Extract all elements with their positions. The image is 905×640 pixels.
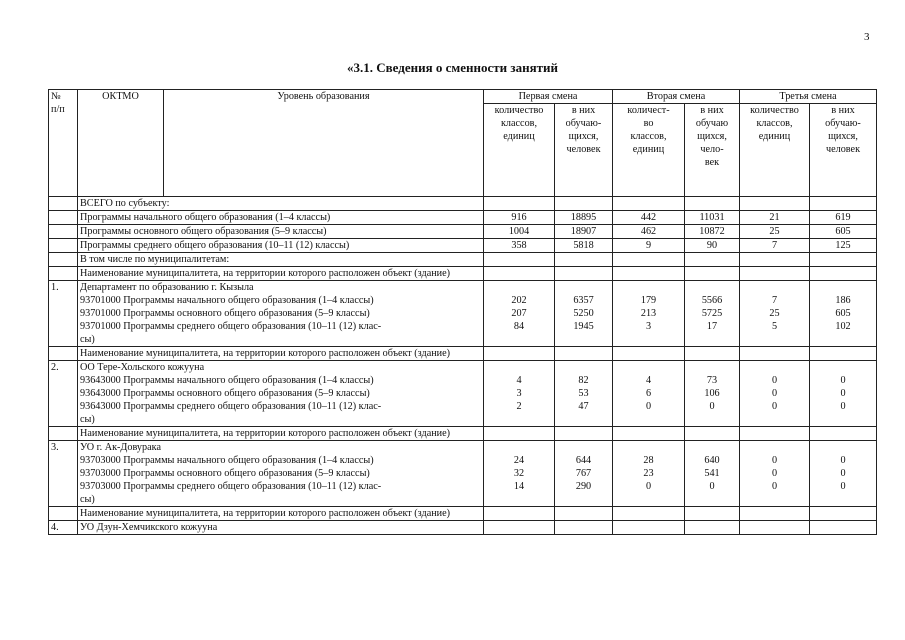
section-label-row [49, 267, 877, 281]
row-number: 2. [49, 361, 78, 427]
empty-cell [484, 267, 555, 281]
value: 4 [645, 375, 652, 386]
spacer [557, 281, 610, 294]
spacer [557, 441, 610, 454]
empty-cell [484, 507, 555, 521]
total-value: 1004 [484, 225, 555, 239]
total-value: 9 [613, 239, 685, 253]
value: 25 [769, 308, 780, 319]
value-column [685, 441, 740, 507]
empty-cell [484, 253, 555, 267]
value: 24 [513, 455, 525, 466]
value: 0 [771, 455, 778, 466]
empty-cell [613, 507, 685, 521]
subheader-cell: количество классов, единиц [484, 104, 555, 197]
value: 84 [513, 321, 525, 332]
value-column [555, 361, 613, 427]
empty-cell [613, 521, 685, 535]
total-value: 605 [810, 225, 877, 239]
program-line: 93703000 Программы среднего общего образования (10–11 (12) клас- [80, 481, 382, 492]
value: 6 [645, 388, 652, 399]
spacer [742, 281, 807, 294]
total-row [49, 239, 877, 253]
program-line: 93703000 Программы основного общего образования (5–9 классы) [80, 468, 370, 479]
value: 73 [706, 375, 718, 386]
empty-cell [484, 521, 555, 535]
value: 14 [513, 481, 525, 492]
value: 28 [643, 455, 654, 466]
total-value: 916 [484, 211, 555, 225]
value: 213 [640, 308, 657, 319]
empty-cell [740, 197, 810, 211]
value-column [613, 281, 685, 347]
empty-cell [810, 197, 877, 211]
section-label: Наименование муниципалитета, на территории которого расположен объект (здание) [78, 427, 484, 441]
municipal-label-row [49, 253, 877, 267]
value: 5250 [573, 308, 594, 319]
section-label: Наименование муниципалитета, на территории которого расположен объект (здание) [78, 507, 484, 521]
program-line: 93643000 Программы среднего общего образования (10–11 (12) клас- [80, 401, 382, 412]
spacer [615, 361, 682, 374]
total-row-label: Программы начального общего образования (1–4 классы) [78, 211, 484, 225]
section-label-row [49, 427, 877, 441]
value: 640 [704, 455, 720, 466]
municipality-name: УО г. Ак-Довурака [80, 442, 161, 453]
value: 17 [706, 321, 718, 332]
value: 0 [771, 481, 778, 492]
total-value: 358 [484, 239, 555, 253]
empty-cell [49, 197, 78, 211]
value: 290 [575, 481, 592, 492]
value-column [555, 441, 613, 507]
empty-cell [685, 507, 740, 521]
empty-cell [555, 521, 613, 535]
total-value: 125 [810, 239, 877, 253]
empty-cell [49, 347, 78, 361]
empty-cell [555, 347, 613, 361]
value-column [685, 361, 740, 427]
spacer [486, 441, 552, 454]
program-line: 93701000 Программы основного общего образования (5–9 классы) [80, 308, 370, 319]
value-column [484, 361, 555, 427]
subheader-cell: количест- во классов, единиц [613, 104, 685, 197]
value: 3 [516, 388, 522, 399]
empty-cell [613, 253, 685, 267]
value: 0 [840, 468, 846, 479]
value: 106 [704, 388, 720, 399]
header-shift-1: Первая смена [484, 90, 613, 104]
value-column [810, 361, 877, 427]
value-column [685, 281, 740, 347]
spacer [687, 281, 737, 294]
subheader-cell: в них обучаю- щихся, человек [555, 104, 613, 197]
empty-cell [555, 507, 613, 521]
total-value: 7 [740, 239, 810, 253]
municipality-name: УО Дзун-Хемчикского кожууна [78, 521, 484, 535]
value: 5725 [701, 308, 723, 319]
empty-cell [810, 507, 877, 521]
spacer [557, 361, 610, 374]
value: 0 [771, 468, 778, 479]
empty-cell [685, 347, 740, 361]
value: 767 [575, 468, 592, 479]
total-value: 18895 [555, 211, 613, 225]
empty-cell [613, 197, 685, 211]
empty-cell [740, 521, 810, 535]
municipality-name: ОО Тере-Хольского кожууна [80, 362, 205, 373]
empty-cell [49, 427, 78, 441]
value: 0 [645, 481, 652, 492]
municipality-block [49, 361, 877, 427]
value: 202 [511, 295, 527, 306]
spacer [687, 441, 737, 454]
row-number: 3. [49, 441, 78, 507]
value-column [484, 281, 555, 347]
municipality-text [78, 281, 484, 347]
value-column [613, 361, 685, 427]
total-row [49, 225, 877, 239]
value: 186 [835, 295, 851, 306]
value: 541 [704, 468, 720, 479]
header-level: Уровень образования [164, 90, 484, 197]
subheader-cell: количество классов, единиц [740, 104, 810, 197]
section-label: Наименование муниципалитета, на территории которого расположен объект (здание) [78, 267, 484, 281]
document-title: «3.1. Сведения о сменности занятий [346, 60, 558, 75]
value: 1945 [573, 321, 594, 332]
value-column [555, 281, 613, 347]
value: 7 [771, 295, 778, 306]
total-row [49, 211, 877, 225]
value: 0 [709, 481, 715, 492]
empty-cell [740, 347, 810, 361]
row-number: 4. [49, 521, 78, 535]
total-label: ВСЕГО по субъекту: [78, 197, 484, 211]
municipal-label: В том числе по муниципалитетам: [78, 253, 484, 267]
empty-cell [810, 347, 877, 361]
empty-cell [613, 267, 685, 281]
section-label-row [49, 347, 877, 361]
value: 4 [516, 375, 522, 386]
page-number: 3 [864, 31, 870, 43]
empty-cell [810, 521, 877, 535]
value: 2 [516, 401, 522, 412]
empty-cell [685, 427, 740, 441]
spacer [687, 361, 737, 374]
total-row-label: Программы среднего общего образования (10–11 (12) классы) [78, 239, 484, 253]
total-value: 5818 [555, 239, 613, 253]
value: 179 [640, 295, 657, 306]
total-value: 619 [810, 211, 877, 225]
empty-cell [740, 427, 810, 441]
value: 0 [771, 388, 778, 399]
total-value: 18907 [555, 225, 613, 239]
total-row-label: Программы основного общего образования (5–9 классы) [78, 225, 484, 239]
spacer [812, 281, 874, 294]
value: 0 [840, 455, 846, 466]
value: 102 [835, 321, 851, 332]
value: 47 [578, 401, 589, 412]
empty-cell [49, 225, 78, 239]
value: 23 [643, 468, 654, 479]
value: 53 [578, 388, 589, 399]
program-line: 93701000 Программы среднего общего образования (10–11 (12) клас- [80, 321, 382, 332]
empty-cell [49, 253, 78, 267]
total-value: 462 [613, 225, 685, 239]
row-number: 1. [49, 281, 78, 347]
program-line-tail: сы) [80, 414, 95, 425]
shift-table [48, 89, 877, 535]
empty-cell [49, 507, 78, 521]
program-line: 93701000 Программы начального общего образования (1–4 классы) [80, 295, 374, 306]
empty-cell [555, 267, 613, 281]
value: 0 [840, 388, 846, 399]
value: 32 [513, 468, 525, 479]
subheader-cell: в них обучаю- щихся, человек [810, 104, 877, 197]
value-column [484, 441, 555, 507]
value: 0 [645, 401, 652, 412]
value: 5 [771, 321, 778, 332]
spacer [615, 281, 682, 294]
empty-cell [810, 253, 877, 267]
value: 0 [840, 401, 846, 412]
empty-cell [685, 267, 740, 281]
value: 3 [645, 321, 652, 332]
value: 0 [840, 375, 846, 386]
municipality-block-last [49, 521, 877, 535]
empty-cell [555, 253, 613, 267]
value: 6357 [573, 295, 594, 306]
spacer [742, 441, 807, 454]
value: 207 [511, 308, 527, 319]
value: 5566 [701, 295, 723, 306]
value: 605 [835, 308, 851, 319]
header-row-top [49, 90, 877, 104]
empty-cell [49, 267, 78, 281]
municipality-text [78, 441, 484, 507]
value: 0 [771, 401, 778, 412]
municipality-block [49, 441, 877, 507]
program-line: 93703000 Программы начального общего образования (1–4 классы) [80, 455, 374, 466]
municipality-text [78, 361, 484, 427]
municipality-name: Департамент по образованию г. Кызыла [80, 282, 254, 293]
empty-cell [685, 253, 740, 267]
value-column [810, 281, 877, 347]
empty-cell [484, 427, 555, 441]
empty-cell [810, 427, 877, 441]
empty-cell [555, 197, 613, 211]
program-line-tail: сы) [80, 494, 95, 505]
empty-cell [810, 267, 877, 281]
value: 0 [771, 375, 778, 386]
value: 82 [578, 375, 589, 386]
program-line-tail: сы) [80, 334, 95, 345]
value: 0 [840, 481, 846, 492]
empty-cell [685, 521, 740, 535]
value-column [740, 361, 810, 427]
value-column [740, 441, 810, 507]
empty-cell [740, 253, 810, 267]
empty-cell [613, 347, 685, 361]
total-value: 25 [740, 225, 810, 239]
section-label-row [49, 507, 877, 521]
subheader-cell: в них обучаю щихся, чело- век [685, 104, 740, 197]
header-shift-2: Вторая смена [613, 90, 740, 104]
empty-cell [484, 197, 555, 211]
value: 0 [709, 401, 715, 412]
empty-cell [484, 347, 555, 361]
empty-cell [49, 239, 78, 253]
empty-cell [685, 197, 740, 211]
empty-cell [49, 211, 78, 225]
value: 644 [575, 455, 592, 466]
municipality-block [49, 281, 877, 347]
section-label: Наименование муниципалитета, на территории которого расположен объект (здание) [78, 347, 484, 361]
header-oktmo: ОКТМО [78, 90, 164, 197]
empty-cell [740, 507, 810, 521]
empty-cell [740, 267, 810, 281]
spacer [486, 361, 552, 374]
spacer [486, 281, 552, 294]
program-line: 93643000 Программы основного общего образования (5–9 классы) [80, 388, 370, 399]
total-value: 10872 [685, 225, 740, 239]
value-column [810, 441, 877, 507]
total-value: 442 [613, 211, 685, 225]
empty-cell [555, 427, 613, 441]
spacer [812, 361, 874, 374]
header-num: № п/п [49, 90, 78, 197]
empty-cell [613, 427, 685, 441]
total-label-row [49, 197, 877, 211]
total-value: 11031 [685, 211, 740, 225]
spacer [812, 441, 874, 454]
spacer [615, 441, 682, 454]
value-column [740, 281, 810, 347]
value-column [613, 441, 685, 507]
spacer [742, 361, 807, 374]
program-line: 93643000 Программы начального общего образования (1–4 классы) [80, 375, 374, 386]
header-shift-3: Третья смена [740, 90, 877, 104]
total-value: 21 [740, 211, 810, 225]
total-value: 90 [685, 239, 740, 253]
